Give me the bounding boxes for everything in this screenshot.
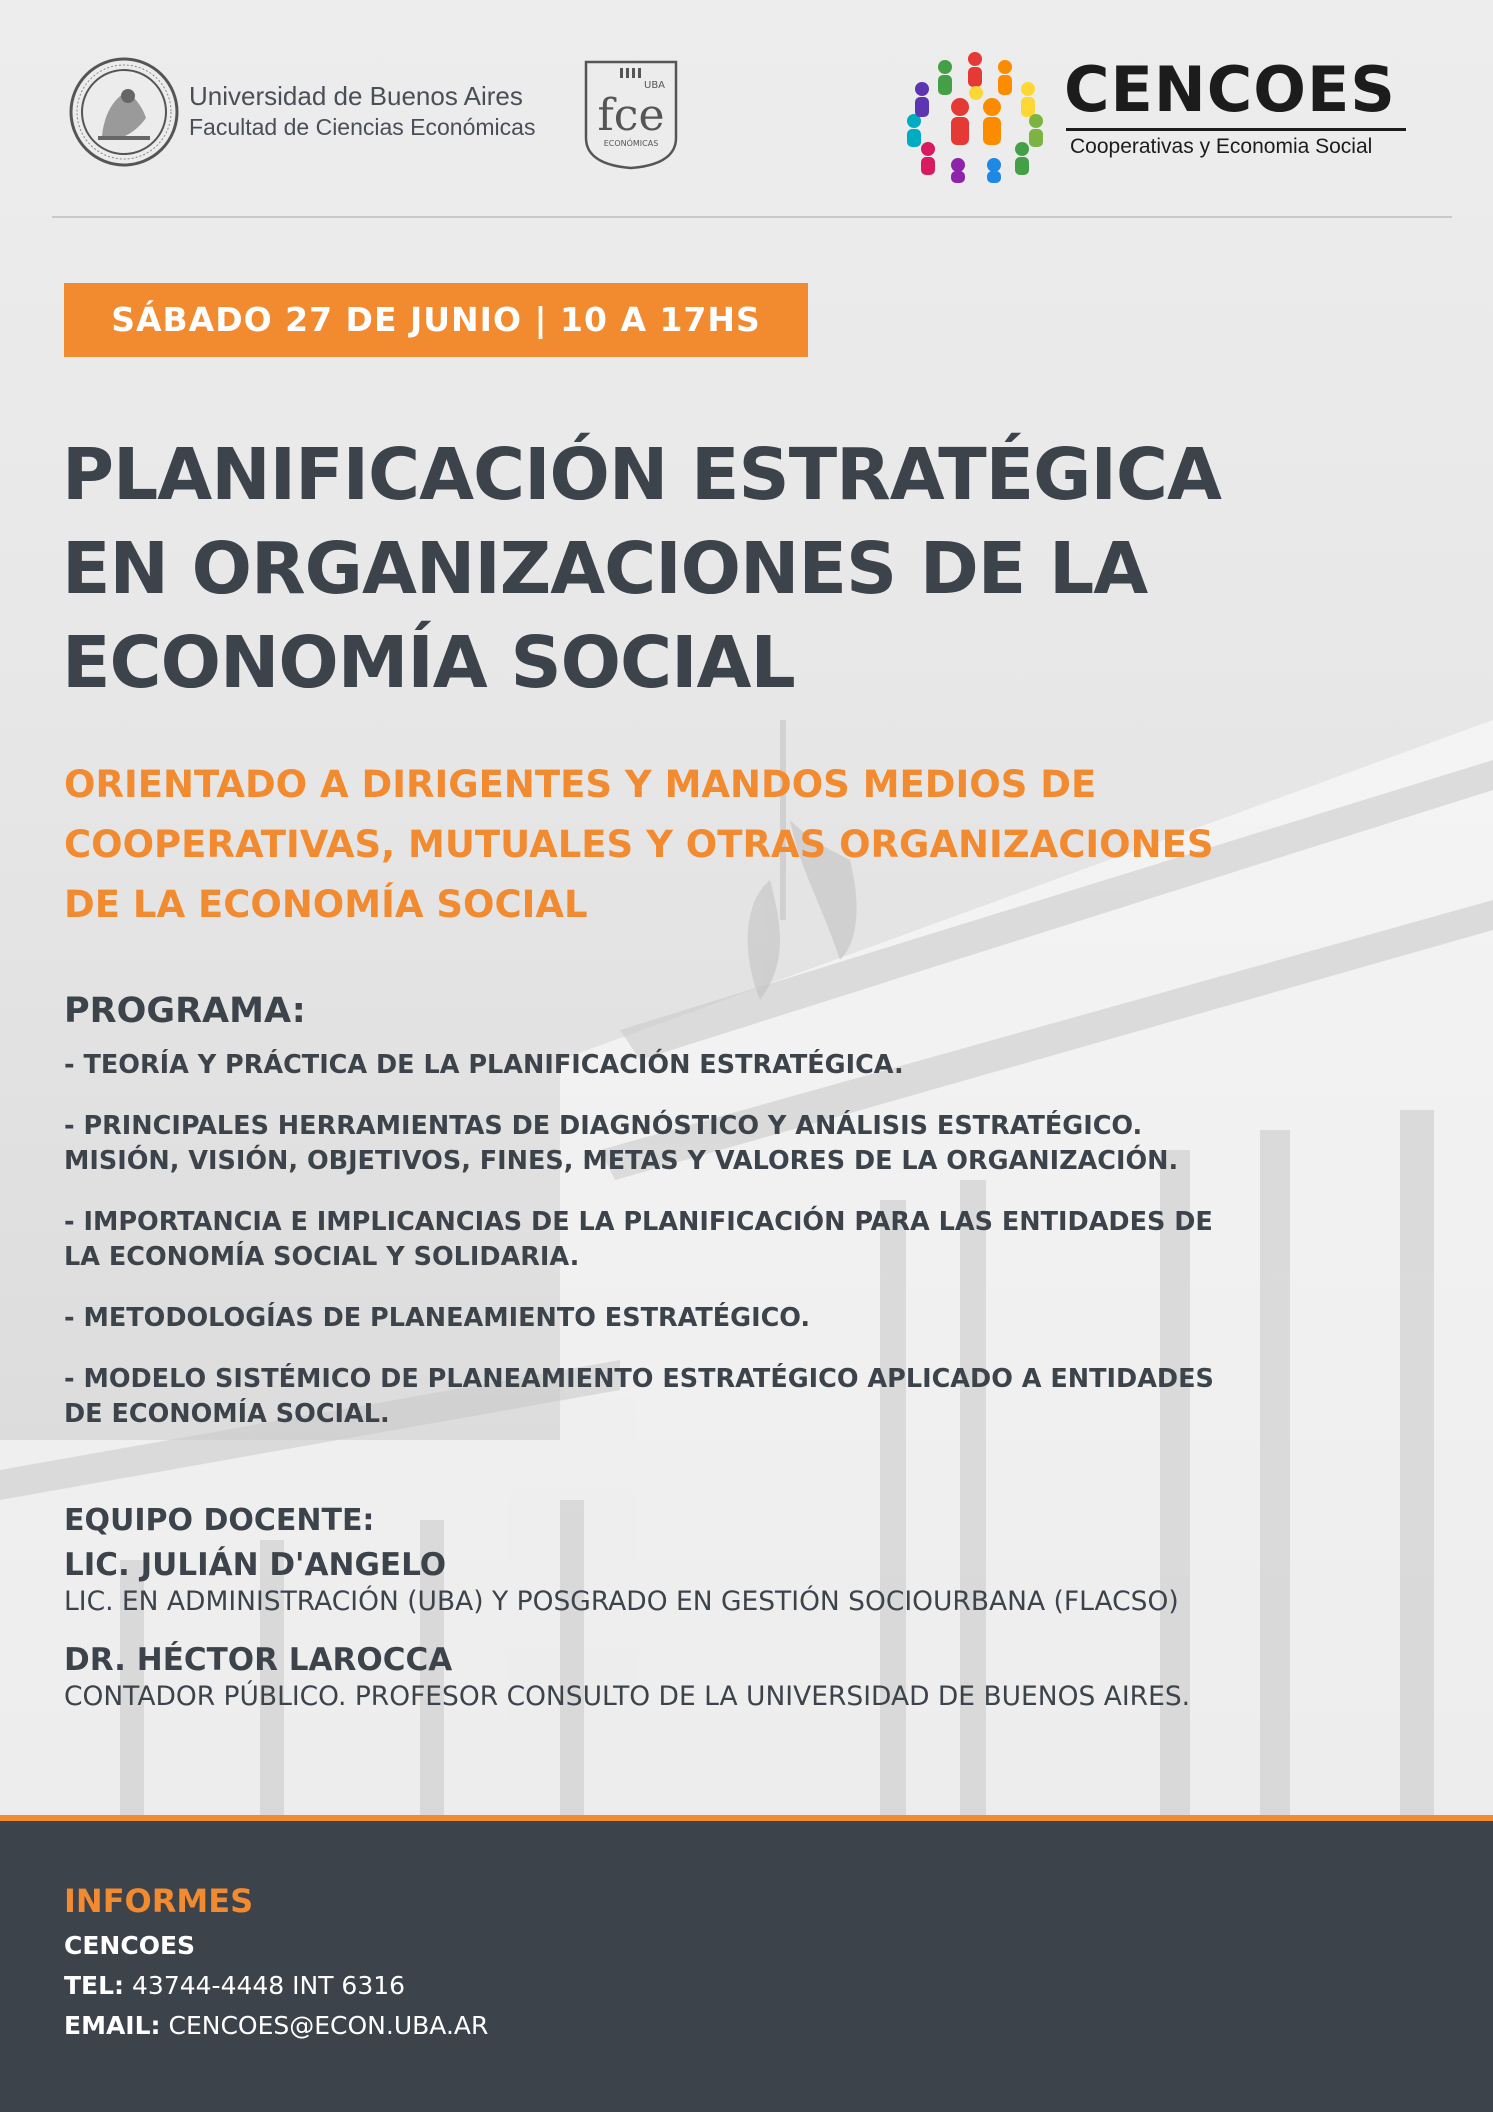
header-divider [52,216,1452,218]
fce-logo-bottom: ECONÓMICAS [603,139,659,148]
teacher-name: LIC. JULIÁN D'ANGELO [64,1547,447,1583]
faculty-name: Facultad de Ciencias Económicas [189,114,536,140]
programa-item [64,1205,1464,1275]
email-line [64,2009,488,2043]
fce-logo-main: fce [597,90,665,141]
programa-item-line: - TEORÍA Y PRÁCTICA DE LA PLANIFICACIÓN ESTRATÉGICA. [64,1050,904,1080]
programa-item-line: MISIÓN, VISIÓN, OBJETIVOS, FINES, METAS Y VALORES DE LA ORGANIZACIÓN. [64,1146,1179,1176]
fce-logo-uba: UBA [644,80,666,91]
programa-item-line: - IMPORTANCIA E IMPLICANCIAS DE LA PLANIFICACIÓN PARA LAS ENTIDADES DE [64,1207,1213,1237]
teacher-name: DR. HÉCTOR LAROCCA [64,1642,453,1678]
equipo-heading: EQUIPO DOCENTE: [64,1503,375,1538]
people-circle-logo-icon [900,45,1050,185]
programa-heading: PROGRAMA: [64,991,306,1031]
programa-item-line: - PRINCIPALES HERRAMIENTAS DE DIAGNÓSTICO Y ANÁLISIS ESTRATÉGICO. [64,1111,1143,1141]
phone-number[interactable]: 43744-4448 INT 6316 [132,1971,406,2000]
uba-name-block [189,80,535,142]
subtitle-line: DE LA ECONOMÍA SOCIAL [64,883,588,926]
cencoes-divider [1066,128,1406,131]
informes-org: CENCOES [64,1931,196,1960]
university-seal-icon [68,56,180,168]
event-title [62,428,1482,710]
title-line: EN ORGANIZACIONES DE LA [62,527,1148,610]
programa-item [64,1048,1464,1083]
cencoes-name: CENCOES [1064,53,1396,126]
date-time-badge: SÁBADO 27 DE JUNIO | 10 A 17HS [64,283,808,357]
email-address[interactable]: CENCOES@ECON.UBA.AR [168,2011,489,2040]
teacher-description: CONTADOR PÚBLICO. PROFESOR CONSULTO DE LA UNIVERSIDAD DE BUENOS AIRES. [64,1681,1191,1712]
phone-label: TEL: [64,1971,125,2000]
event-subtitle [64,755,1464,935]
programa-item [64,1109,1464,1179]
programa-item [64,1362,1464,1432]
phone-line [64,1969,405,2003]
subtitle-line: COOPERATIVAS, MUTUALES Y OTRAS ORGANIZACIONES [64,823,1214,866]
fce-logo-icon [582,58,680,170]
programa-item-line: LA ECONOMÍA SOCIAL Y SOLIDARIA. [64,1242,580,1272]
email-label: EMAIL: [64,2011,161,2040]
programa-list [64,1048,1464,1458]
programa-item [64,1301,1464,1336]
subtitle-line: ORIENTADO A DIRIGENTES Y MANDOS MEDIOS DE [64,763,1097,806]
programa-item-line: - METODOLOGÍAS DE PLANEAMIENTO ESTRATÉGICO. [64,1303,811,1333]
header [0,0,1493,218]
programa-item-line: - MODELO SISTÉMICO DE PLANEAMIENTO ESTRATÉGICO APLICADO A ENTIDADES [64,1364,1214,1394]
university-name: Universidad de Buenos Aires [189,81,523,111]
programa-item-line: DE ECONOMÍA SOCIAL. [64,1399,390,1429]
title-line: ECONOMÍA SOCIAL [62,621,795,704]
informes-heading: INFORMES [64,1882,254,1920]
teacher-description: LIC. EN ADMINISTRACIÓN (UBA) Y POSGRADO EN GESTIÓN SOCIOURBANA (FLACSO) [64,1586,1179,1617]
footer-informes [0,1815,1493,2112]
cencoes-tagline: Cooperativas y Economia Social [1070,135,1373,158]
title-line: PLANIFICACIÓN ESTRATÉGICA [62,433,1221,516]
